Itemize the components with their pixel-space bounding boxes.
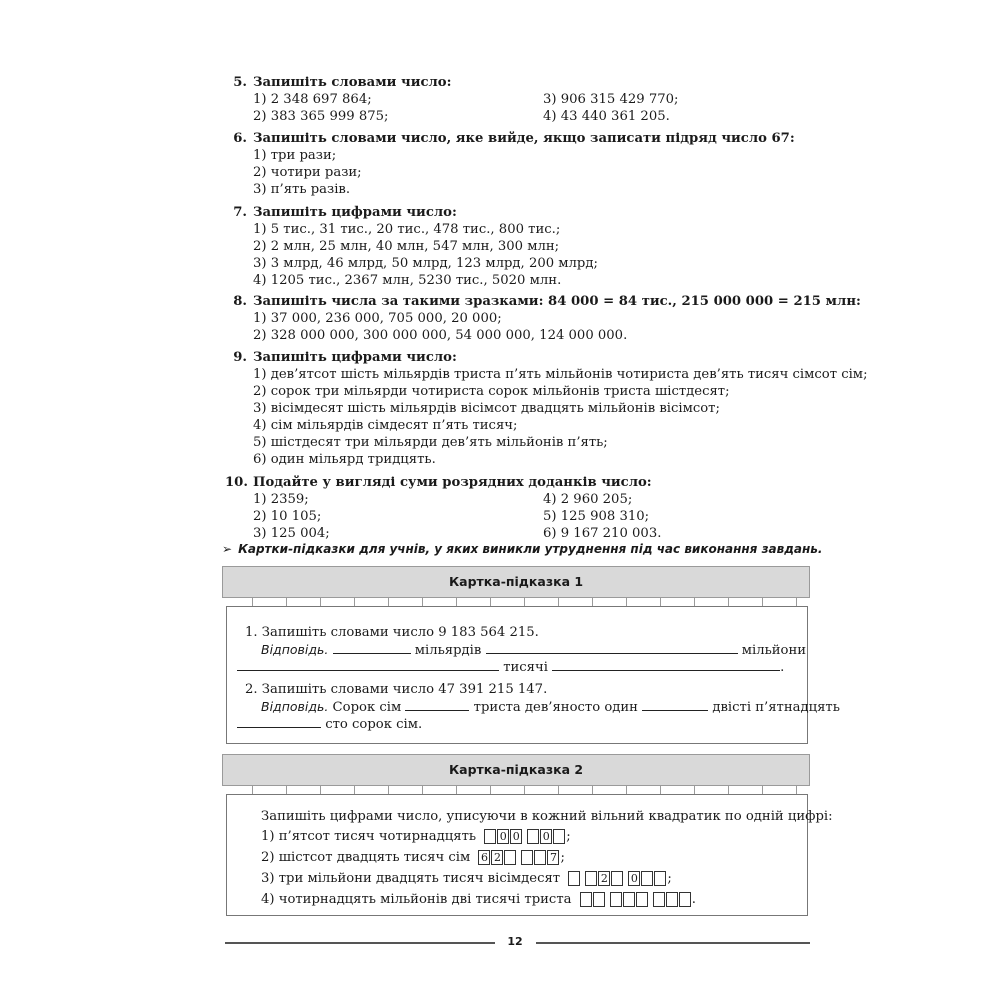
list-item: 3) вісімдесят шість мільярдів вісімсот двадцять мільйонів вісімсот; [253,401,720,416]
digit-box[interactable]: 0 [497,829,509,844]
digit-box[interactable] [484,829,496,844]
answer-word: Сорок сім [332,700,402,715]
digit-boxes [580,891,692,908]
card-1-ruler [222,598,810,606]
card-1-answer-line-3 [261,698,840,716]
answer-blank[interactable] [333,641,411,654]
digit-box[interactable] [568,871,580,886]
list-item: 2) 383 365 999 875; [253,109,389,124]
page-number: 12 [507,935,523,948]
digit-box[interactable] [580,892,592,907]
list-item: 3) 125 004; [253,526,330,541]
list-item: 4) сім мільярдів сімдесят п’ять тисяч; [253,418,518,433]
row-text: 3) три мільйони двадцять тисяч вісімдесят [261,871,561,886]
card-1-answer-line-2: тисячі . [237,658,784,676]
card-2-ruler [222,786,810,794]
digit-box[interactable] [641,871,653,886]
task-heading: Запишіть цифрами число: [253,350,457,365]
row-text: 1) п’ятсот тисяч чотирнадцять [261,829,477,844]
row-text: 2) шістсот двадцять тисяч сім [261,850,471,865]
list-item: 6) один мільярд тридцять. [253,452,436,467]
list-item: 1) дев’ятсот шість мільярдів триста п’ять мільйонів чотириста дев’ять тисяч сімсот сім; [253,367,868,382]
answer-blank[interactable] [237,715,321,728]
hint-intro [222,542,822,556]
digit-boxes [478,849,560,866]
arrow-bullet-icon: ➢ [222,542,233,556]
digit-box[interactable]: 0 [628,871,640,886]
answer-blank[interactable] [237,658,499,671]
footer-rule-left [225,942,495,944]
task-number: 6. [233,131,247,146]
card-2-row-2: 2) шістсот двадцять тисяч сім 6 2 7 ; [261,850,565,865]
answer-label: Відповідь. [261,642,329,657]
list-item: 1) 5 тис., 31 тис., 20 тис., 478 тис., 800 тис.; [253,222,561,237]
answer-word: тисячі [503,660,548,675]
answer-blank[interactable] [486,641,738,654]
card-2-row-3: 3) три мільйони двадцять тисяч вісімдесят 2 0 ; [261,871,672,886]
digit-box[interactable] [504,850,516,865]
task-heading: Подайте у вигляді суми розрядних доданків число: [253,475,652,490]
task-heading: Запишіть числа за такими зразками: 84 000 = 84 тис., 215 000 000 = 215 млн: [253,294,861,309]
card-2-row-4: 4) чотирнадцять мільйонів дві тисячі триста . [261,892,696,907]
task-number: 10. [225,475,248,490]
task-heading: Запишіть словами число: [253,75,452,90]
digit-box[interactable] [653,892,665,907]
card-1-answer-line-1 [261,641,806,659]
list-item: 4) 43 440 361 205. [543,109,670,124]
footer-rule-right [536,942,810,944]
answer-word: сто сорок сім. [325,717,423,732]
answer-word: двісті п’ятнадцять [712,700,840,715]
card-1-header [222,566,810,598]
digit-box[interactable] [521,850,533,865]
card-1-question-1: 1. Запишіть словами число 9 183 564 215. [245,625,539,640]
digit-box[interactable] [534,850,546,865]
list-item: 2) 2 млн, 25 млн, 40 млн, 547 млн, 300 млн; [253,239,560,254]
list-item: 1) 2359; [253,492,309,507]
hint-intro-text: Картки-підказки для учнів, у яких виникли утруднення під час виконання завдань. [238,542,823,556]
task-number: 9. [233,350,247,365]
digit-box[interactable] [666,892,678,907]
digit-box[interactable]: 0 [510,829,522,844]
task-number: 8. [233,294,247,309]
digit-box[interactable] [585,871,597,886]
answer-label: Відповідь. [261,699,329,714]
list-item: 4) 2 960 205; [543,492,633,507]
list-item: 6) 9 167 210 003. [543,526,662,541]
list-item: 2) 10 105; [253,509,322,524]
row-text: 4) чотирнадцять мільйонів дві тисячі триста [261,892,572,907]
digit-box[interactable]: 7 [547,850,559,865]
card-1-answer-line-4 [237,715,422,733]
digit-box[interactable]: 0 [540,829,552,844]
answer-blank[interactable] [642,698,708,711]
answer-word: триста дев’яносто один [473,700,638,715]
card-1-question-2: 2. Запишіть словами число 47 391 215 147. [245,682,548,697]
list-item: 1) три рази; [253,148,337,163]
digit-boxes [568,870,667,887]
digit-box[interactable] [610,892,622,907]
digit-box[interactable] [623,892,635,907]
answer-blank[interactable] [405,698,469,711]
answer-word: мільйони [741,643,807,658]
task-number: 5. [233,75,247,90]
digit-box[interactable] [593,892,605,907]
list-item: 1) 37 000, 236 000, 705 000, 20 000; [253,311,502,326]
task-heading: Запишіть цифрами число: [253,205,457,220]
digit-box[interactable] [679,892,691,907]
list-item: 5) 125 908 310; [543,509,650,524]
list-item: 3) 3 млрд, 46 млрд, 50 млрд, 123 млрд, 200 млрд; [253,256,598,271]
list-item: 5) шістдесят три мільярди дев’ять мільйонів п’ять; [253,435,608,450]
answer-word: мільярдів [414,643,482,658]
task-number: 7. [233,205,247,220]
list-item: 2) сорок три мільярди чотириста сорок мільйонів триста шістдесят; [253,384,730,399]
digit-box[interactable]: 2 [598,871,610,886]
card-2-title: Картка-підказка 2 [448,762,584,777]
task-heading: Запишіть словами число, яке вийде, якщо записати підряд число 67: [253,131,795,146]
card-2-row-1: 1) п’ятсот тисяч чотирнадцять 0 0 0 ; [261,829,571,844]
card-2-body [226,794,833,916]
list-item: 3) 906 315 429 770; [543,92,679,107]
list-item: 2) чотири рази; [253,165,362,180]
list-item: 1) 2 348 697 864; [253,92,372,107]
digit-box[interactable]: 6 [478,850,490,865]
list-item: 4) 1205 тис., 2367 млн, 5230 тис., 5020 млн. [253,273,562,288]
digit-box[interactable] [611,871,623,886]
digit-box[interactable] [527,829,539,844]
digit-box[interactable] [654,871,666,886]
card-2-header [222,754,810,786]
card-1-title: Картка-підказка 1 [448,574,584,589]
digit-box[interactable] [636,892,648,907]
digit-box[interactable]: 2 [491,850,503,865]
digit-boxes [484,828,566,845]
digit-box[interactable] [553,829,565,844]
card-1-body [226,606,840,744]
answer-blank[interactable] [552,658,780,671]
list-item: 3) п’ять разів. [253,182,351,197]
list-item: 2) 328 000 000, 300 000 000, 54 000 000, 124 000 000. [253,328,628,343]
card-2-intro: Запишіть цифрами число, уписуючи в кожний вільний квадратик по одній цифрі: [261,809,833,824]
